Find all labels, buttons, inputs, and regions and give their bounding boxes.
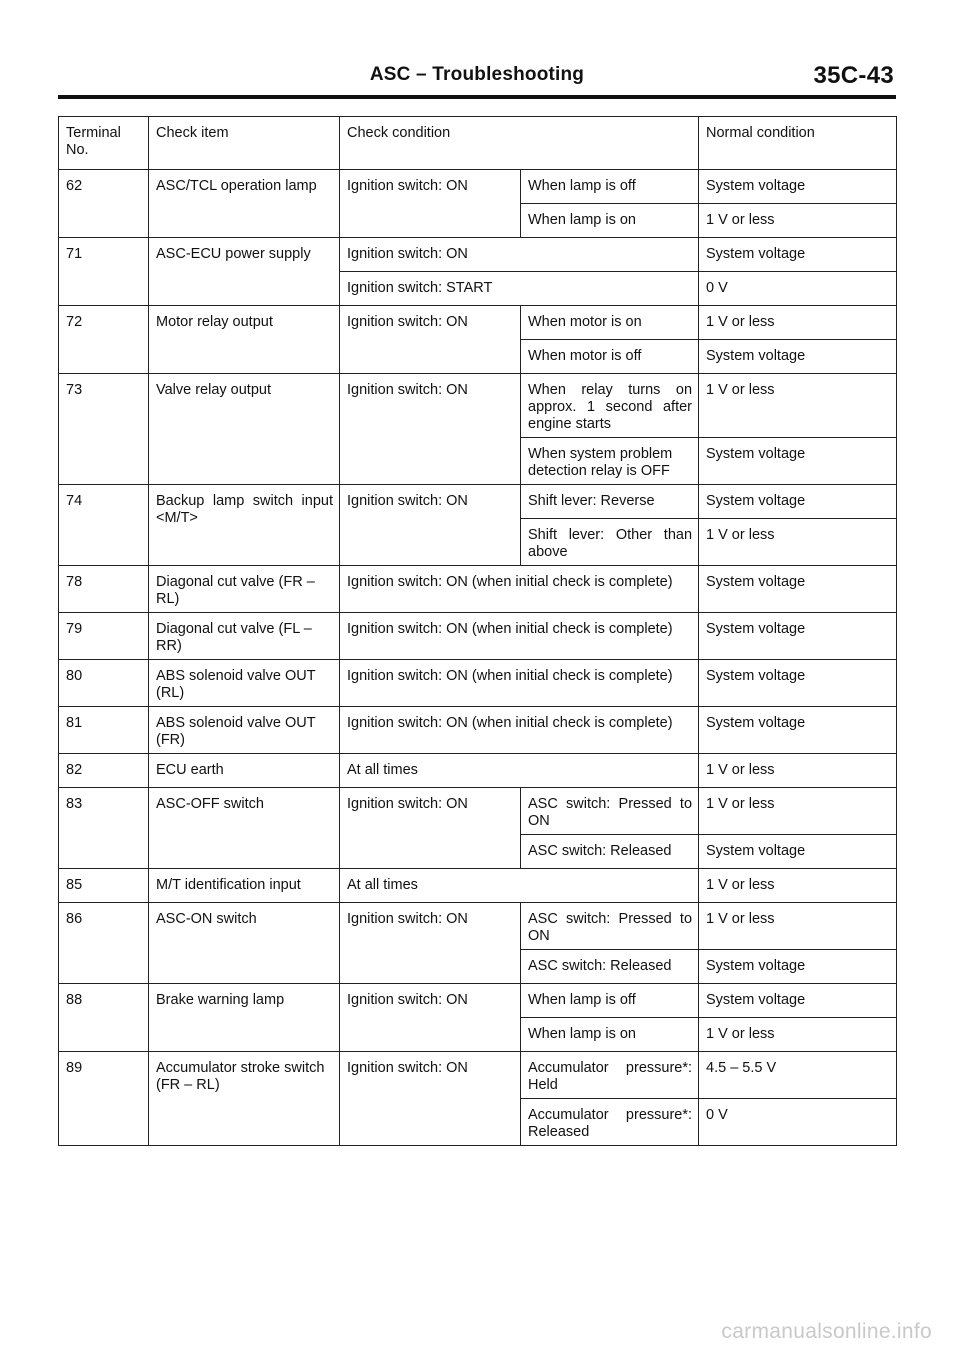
condition-cell: At all times (340, 754, 699, 788)
sub-condition-cell: When lamp is on (521, 1018, 699, 1052)
normal-condition-cell: 1 V or less (699, 754, 897, 788)
header-check-item: Check item (149, 117, 340, 170)
normal-condition-cell: System voltage (699, 238, 897, 272)
table-row (59, 613, 897, 660)
normal-condition-cell: 1 V or less (699, 869, 897, 903)
terminal-cell: 74 (59, 485, 149, 566)
table-row (59, 788, 897, 835)
table-row (59, 984, 897, 1018)
header-rule (58, 95, 896, 99)
check-item-cell: M/T identification input (149, 869, 340, 903)
check-item-cell: ABS solenoid valve OUT (FR) (149, 707, 340, 754)
normal-condition-cell: System voltage (699, 835, 897, 869)
sub-condition-cell: ASC switch: Pressed to ON (521, 903, 699, 950)
sub-condition-cell: When motor is off (521, 340, 699, 374)
sub-condition-cell: ASC switch: Released (521, 835, 699, 869)
normal-condition-cell: 1 V or less (699, 903, 897, 950)
terminal-cell: 79 (59, 613, 149, 660)
normal-condition-cell: System voltage (699, 660, 897, 707)
sub-condition-cell: When motor is on (521, 306, 699, 340)
sub-condition-cell: When relay turns on approx. 1 second after engine starts (521, 374, 699, 438)
terminal-cell: 89 (59, 1052, 149, 1146)
table-row (59, 707, 897, 754)
normal-condition-cell: 0 V (699, 272, 897, 306)
condition-cell: Ignition switch: ON (340, 984, 521, 1052)
condition-cell: Ignition switch: ON (when initial check is complete) (340, 613, 699, 660)
header-check-condition: Check condition (340, 117, 699, 170)
normal-condition-cell: 1 V or less (699, 1018, 897, 1052)
sub-condition-cell: When lamp is off (521, 170, 699, 204)
terminal-cell: 81 (59, 707, 149, 754)
terminal-cell: 72 (59, 306, 149, 374)
sub-condition-cell: When lamp is on (521, 204, 699, 238)
table-row (59, 306, 897, 340)
sub-condition-cell: ASC switch: Pressed to ON (521, 788, 699, 835)
normal-condition-cell: System voltage (699, 707, 897, 754)
terminal-cell: 88 (59, 984, 149, 1052)
normal-condition-cell: System voltage (699, 170, 897, 204)
check-item-cell: Backup lamp switch input <M/T> (149, 485, 340, 566)
check-item-cell: ASC-ON switch (149, 903, 340, 984)
terminal-cell: 80 (59, 660, 149, 707)
table-row (59, 903, 897, 950)
sub-condition-cell: Shift lever: Reverse (521, 485, 699, 519)
table-row (59, 566, 897, 613)
sub-condition-cell: When lamp is off (521, 984, 699, 1018)
header-terminal: Terminal No. (59, 117, 149, 170)
condition-cell: Ignition switch: ON (340, 485, 521, 566)
table-row (59, 238, 897, 272)
normal-condition-cell: 1 V or less (699, 374, 897, 438)
normal-condition-cell: 1 V or less (699, 306, 897, 340)
condition-cell: Ignition switch: ON (340, 170, 521, 238)
condition-cell: At all times (340, 869, 699, 903)
normal-condition-cell: System voltage (699, 613, 897, 660)
condition-cell: Ignition switch: ON (340, 306, 521, 374)
terminal-cell: 78 (59, 566, 149, 613)
sub-condition-cell: ASC switch: Released (521, 950, 699, 984)
check-item-cell: Brake warning lamp (149, 984, 340, 1052)
sub-condition-cell: Accumulator pressure*: Held (521, 1052, 699, 1099)
terminal-cell: 85 (59, 869, 149, 903)
table-header-row (59, 117, 897, 170)
check-item-cell: ABS solenoid valve OUT (RL) (149, 660, 340, 707)
normal-condition-cell: System voltage (699, 340, 897, 374)
check-item-cell: Diagonal cut valve (FR – RL) (149, 566, 340, 613)
sub-condition-cell: When system problem detection relay is OFF (521, 438, 699, 485)
terminal-cell: 73 (59, 374, 149, 485)
terminal-cell: 86 (59, 903, 149, 984)
terminal-check-table (58, 116, 897, 1146)
normal-condition-cell: 1 V or less (699, 788, 897, 835)
check-item-cell: Accumulator stroke switch (FR – RL) (149, 1052, 340, 1146)
check-item-cell: Motor relay output (149, 306, 340, 374)
watermark: carmanualsonline.info (721, 1320, 932, 1343)
normal-condition-cell: 4.5 – 5.5 V (699, 1052, 897, 1099)
check-item-cell: ASC-OFF switch (149, 788, 340, 869)
condition-cell: Ignition switch: ON (340, 238, 699, 272)
condition-cell: Ignition switch: ON (when initial check is complete) (340, 660, 699, 707)
page-number: 35C-43 (813, 62, 894, 89)
condition-cell: Ignition switch: START (340, 272, 699, 306)
table-row (59, 660, 897, 707)
table-row (59, 485, 897, 519)
normal-condition-cell: System voltage (699, 984, 897, 1018)
check-item-cell: ASC/TCL operation lamp (149, 170, 340, 238)
table-row (59, 170, 897, 204)
page-header (58, 62, 896, 94)
header-normal-condition: Normal condition (699, 117, 897, 170)
normal-condition-cell: 1 V or less (699, 519, 897, 566)
terminal-cell: 71 (59, 238, 149, 306)
normal-condition-cell: 1 V or less (699, 204, 897, 238)
normal-condition-cell: System voltage (699, 438, 897, 485)
check-item-cell: ECU earth (149, 754, 340, 788)
condition-cell: Ignition switch: ON (340, 374, 521, 485)
table-row (59, 754, 897, 788)
terminal-cell: 62 (59, 170, 149, 238)
condition-cell: Ignition switch: ON (340, 1052, 521, 1146)
terminal-cell: 82 (59, 754, 149, 788)
normal-condition-cell: System voltage (699, 566, 897, 613)
table-row (59, 374, 897, 438)
condition-cell: Ignition switch: ON (when initial check is complete) (340, 566, 699, 613)
page-title: ASC – Troubleshooting (369, 64, 585, 85)
terminal-cell: 83 (59, 788, 149, 869)
table-row (59, 1052, 897, 1099)
normal-condition-cell: System voltage (699, 485, 897, 519)
table-row (59, 869, 897, 903)
sub-condition-cell: Shift lever: Other than above (521, 519, 699, 566)
check-item-cell: Valve relay output (149, 374, 340, 485)
check-item-cell: Diagonal cut valve (FL – RR) (149, 613, 340, 660)
sub-condition-cell: Accumulator pressure*: Released (521, 1099, 699, 1146)
check-item-cell: ASC-ECU power supply (149, 238, 340, 306)
normal-condition-cell: System voltage (699, 950, 897, 984)
condition-cell: Ignition switch: ON (when initial check is complete) (340, 707, 699, 754)
condition-cell: Ignition switch: ON (340, 903, 521, 984)
condition-cell: Ignition switch: ON (340, 788, 521, 869)
normal-condition-cell: 0 V (699, 1099, 897, 1146)
